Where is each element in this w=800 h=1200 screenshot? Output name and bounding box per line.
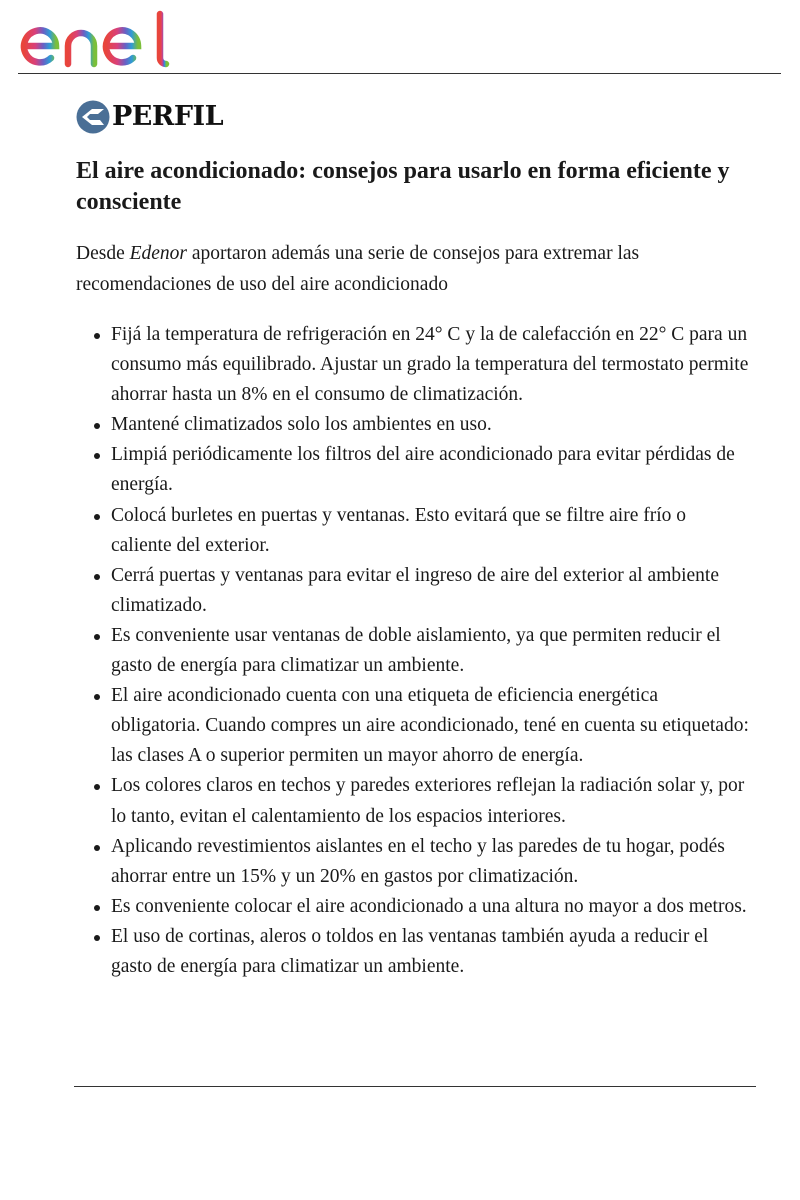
list-item: Es conveniente colocar el aire acondicionado a una altura no mayor a dos metros. [110, 892, 750, 922]
list-item: Mantené climatizados solo los ambientes en uso. [110, 410, 750, 440]
list-item: Limpiá periódicamente los filtros del aire acondicionado para evitar pérdidas de energía. [110, 440, 750, 500]
source-name: PERFIL [112, 101, 224, 132]
perfil-badge-icon [76, 100, 110, 134]
header-divider [18, 73, 781, 74]
list-item: El aire acondicionado cuenta con una etiqueta de eficiencia energética obligatoria. Cuando compres un aire acondicionado, tené en cuenta su etiquetado: las clases A o superior permiten un mayor ahorro de energía. [110, 681, 750, 771]
tips-list [90, 320, 750, 982]
enel-logo-graphic [18, 8, 178, 70]
list-item: Cerrá puertas y ventanas para evitar el ingreso de aire del exterior al ambiente climatizado. [110, 561, 750, 621]
list-item: El uso de cortinas, aleros o toldos en las ventanas también ayuda a reducir el gasto de energía para climatizar un ambiente. [110, 922, 750, 982]
intro-suffix: aportaron además una serie de consejos para extremar las recomendaciones de uso del aire acondicionado [76, 243, 640, 295]
article-intro [76, 239, 736, 300]
footer-divider [74, 1086, 756, 1087]
intro-prefix: Desde [76, 243, 130, 264]
intro-company: Edenor [129, 243, 188, 264]
enel-logo [18, 8, 178, 70]
list-item: Aplicando revestimientos aislantes en el techo y las paredes de tu hogar, podés ahorrar entre un 15% y un 20% en gastos por climatización. [110, 832, 750, 892]
list-item: Los colores claros en techos y paredes exteriores reflejan la radiación solar y, por lo tanto, evitan el calentamiento de los espacios interiores. [110, 771, 750, 831]
list-item: Fijá la temperatura de refrigeración en 24° C y la de calefacción en 22° C para un consumo más equilibrado. Ajustar un grado la temperatura del termostato permite ahorrar hasta un 8% en el consumo de climatización. [110, 320, 750, 410]
source-logo [76, 100, 223, 134]
list-item: Es conveniente usar ventanas de doble aislamiento, ya que permiten reducir el gasto de energía para climatizar un ambiente. [110, 621, 750, 681]
list-item: Colocá burletes en puertas y ventanas. Esto evitará que se filtre aire frío o caliente del exterior. [110, 501, 750, 561]
article-headline: El aire acondicionado: consejos para usarlo en forma eficiente y consciente [76, 158, 730, 215]
